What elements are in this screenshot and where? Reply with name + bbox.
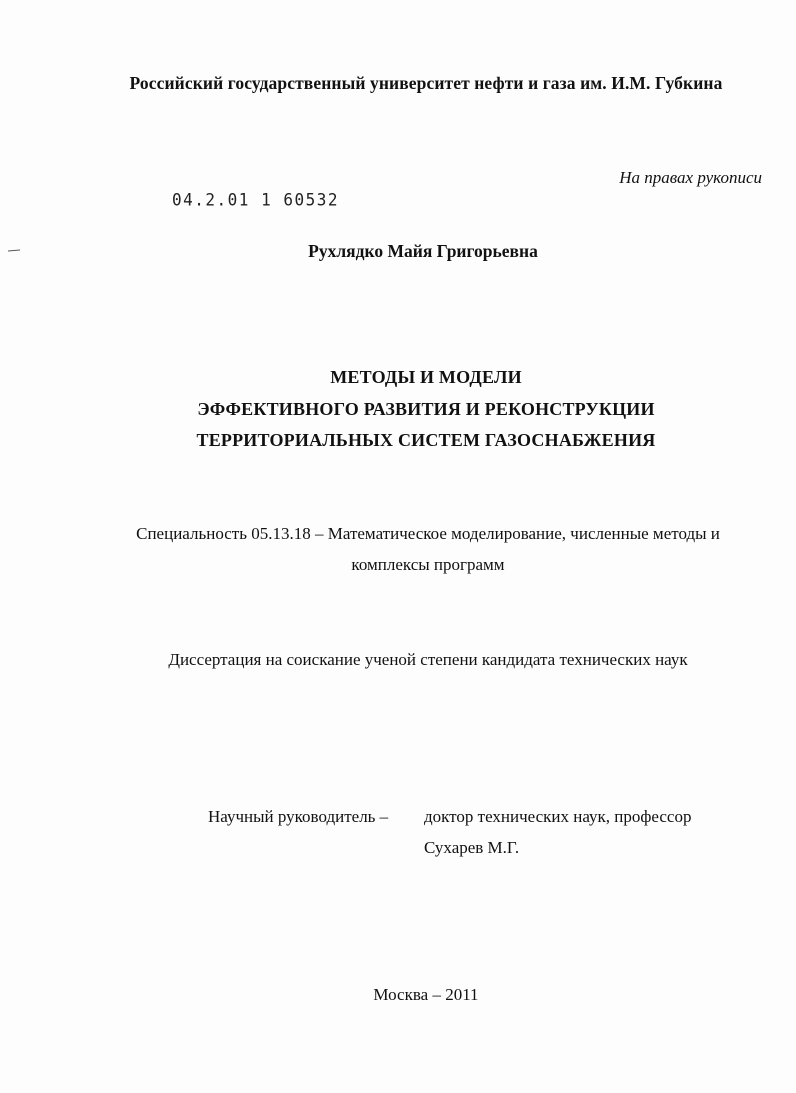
city-year: Москва – 2011 [373, 985, 479, 1004]
rights-notice: На правах рукописи [619, 168, 762, 187]
title-line-1: МЕТОДЫ И МОДЕЛИ [330, 367, 522, 387]
title-line-2: ЭФФЕКТИВНОГО РАЗВИТИЯ И РЕКОНСТРУКЦИИ [197, 399, 655, 419]
specialty-line-1: Специальность 05.13.18 – Математическое моделирование, численные методы и [136, 524, 720, 543]
author-name: Рухлядко Майя Григорьевна [308, 241, 538, 261]
university-name: Российский государственный университет нефти и газа им. И.М. Губкина [129, 73, 723, 93]
title-line-3: ТЕРРИТОРИАЛЬНЫХ СИСТЕМ ГАЗОСНАБЖЕНИЯ [196, 430, 656, 450]
supervisor-name: Сухарев М.Г. [424, 838, 520, 857]
supervisor-degree: доктор технических наук, профессор [424, 807, 692, 826]
specialty-line-2: комплексы программ [351, 555, 505, 574]
dissertation-type: Диссертация на соискание ученой степени кандидата технических наук [168, 650, 688, 669]
supervisor-label: Научный руководитель – [208, 807, 389, 826]
registration-stamp: 04.2.01 1 60532 [172, 189, 339, 210]
